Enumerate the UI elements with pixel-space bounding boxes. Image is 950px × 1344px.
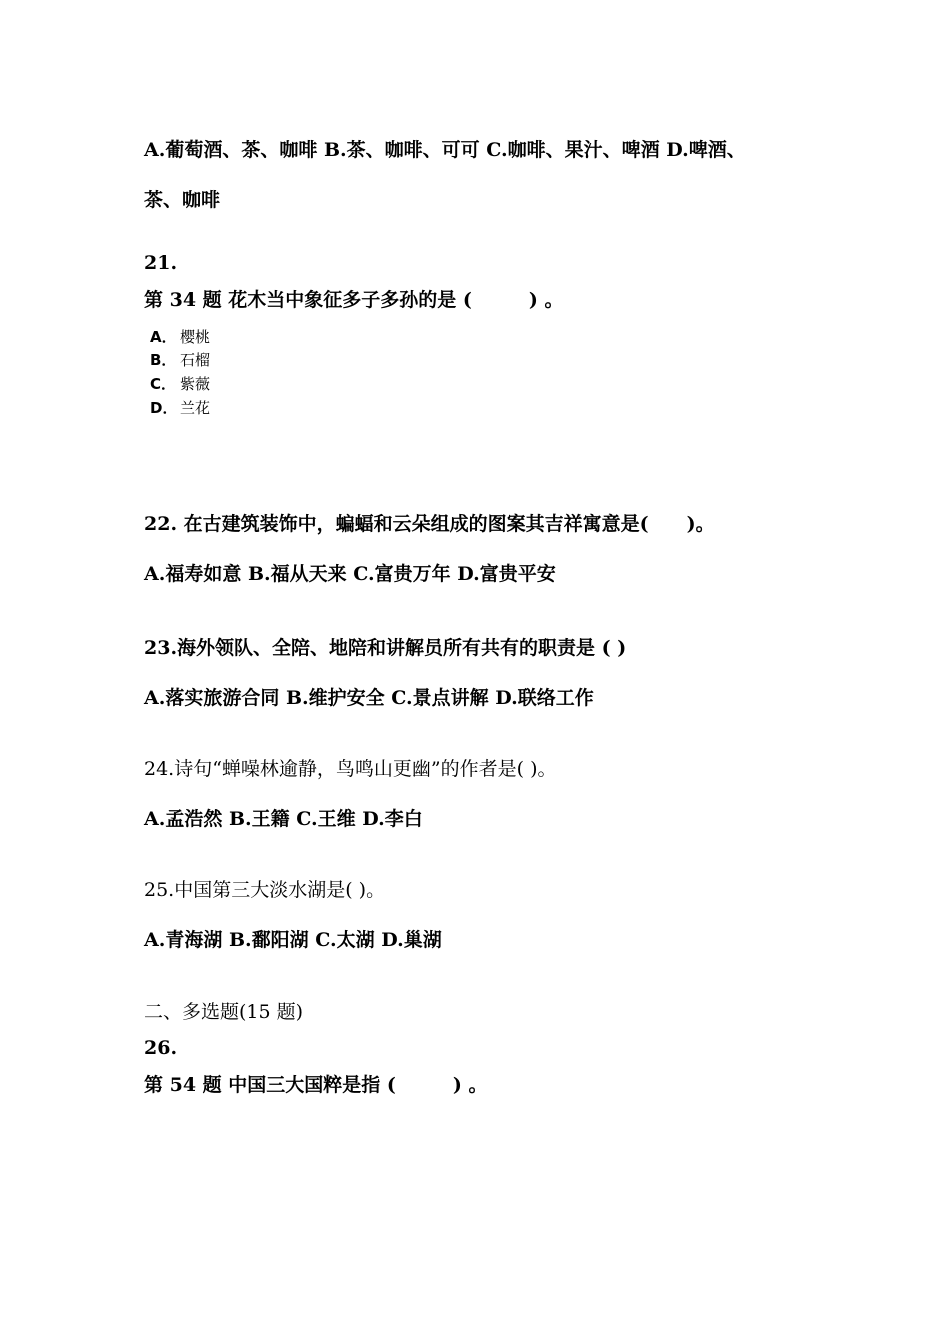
option-letter: B． (150, 351, 177, 369)
q22-question: 22. 在古建筑装饰中，蝙蝠和云朵组成的图案其吉祥寓意是( )。 (144, 513, 715, 535)
q26-question: 第 54 题 中国三大国粹是指 ( ) 。 (144, 1074, 488, 1096)
q23-options: A.落实旅游合同 B.维护安全 C.景点讲解 D.联络工作 (144, 687, 594, 709)
q25-question: 25.中国第三大淡水湖是( )。 (144, 879, 386, 901)
q26-number: 26. (144, 1037, 178, 1059)
q23-question: 23.海外领队、全陪、地陪和讲解员所有共有的职责是 ( ) (144, 637, 627, 659)
option-text: 紫薇 (180, 375, 211, 393)
option-letter: D． (150, 399, 178, 417)
q24-question: 24.诗句“蝉噪林逾静，鸟鸣山更幽”的作者是( )。 (144, 758, 557, 780)
option-letter: C． (150, 375, 177, 393)
section-heading-multiple-choice: 二、多选题(15 题) (144, 1001, 304, 1023)
q21-option-a (150, 327, 210, 347)
q21-option-b (150, 350, 210, 370)
q21-option-d (150, 398, 210, 418)
q21-number: 21. (144, 252, 178, 274)
q20-options-line-2: 茶、咖啡 (144, 189, 221, 211)
q24-options: A.孟浩然 B.王籍 C.王维 D.李白 (144, 808, 423, 830)
q21-option-c (150, 374, 210, 394)
option-letter: A． (150, 328, 177, 346)
q21-question: 第 34 题 花木当中象征多子多孙的是 ( ) 。 (144, 289, 564, 311)
q20-options-line-1: A.葡萄酒、茶、咖啡 B.茶、咖啡、可可 C.咖啡、果汁、啤酒 D.啤酒、 (144, 139, 746, 161)
option-text: 樱桃 (180, 328, 211, 346)
q25-options: A.青海湖 B.鄱阳湖 C.太湖 D.巢湖 (144, 929, 442, 951)
q22-options: A.福寿如意 B.福从天来 C.富贵万年 D.富贵平安 (144, 563, 556, 585)
option-text: 石榴 (180, 351, 211, 369)
option-text: 兰花 (180, 399, 211, 417)
